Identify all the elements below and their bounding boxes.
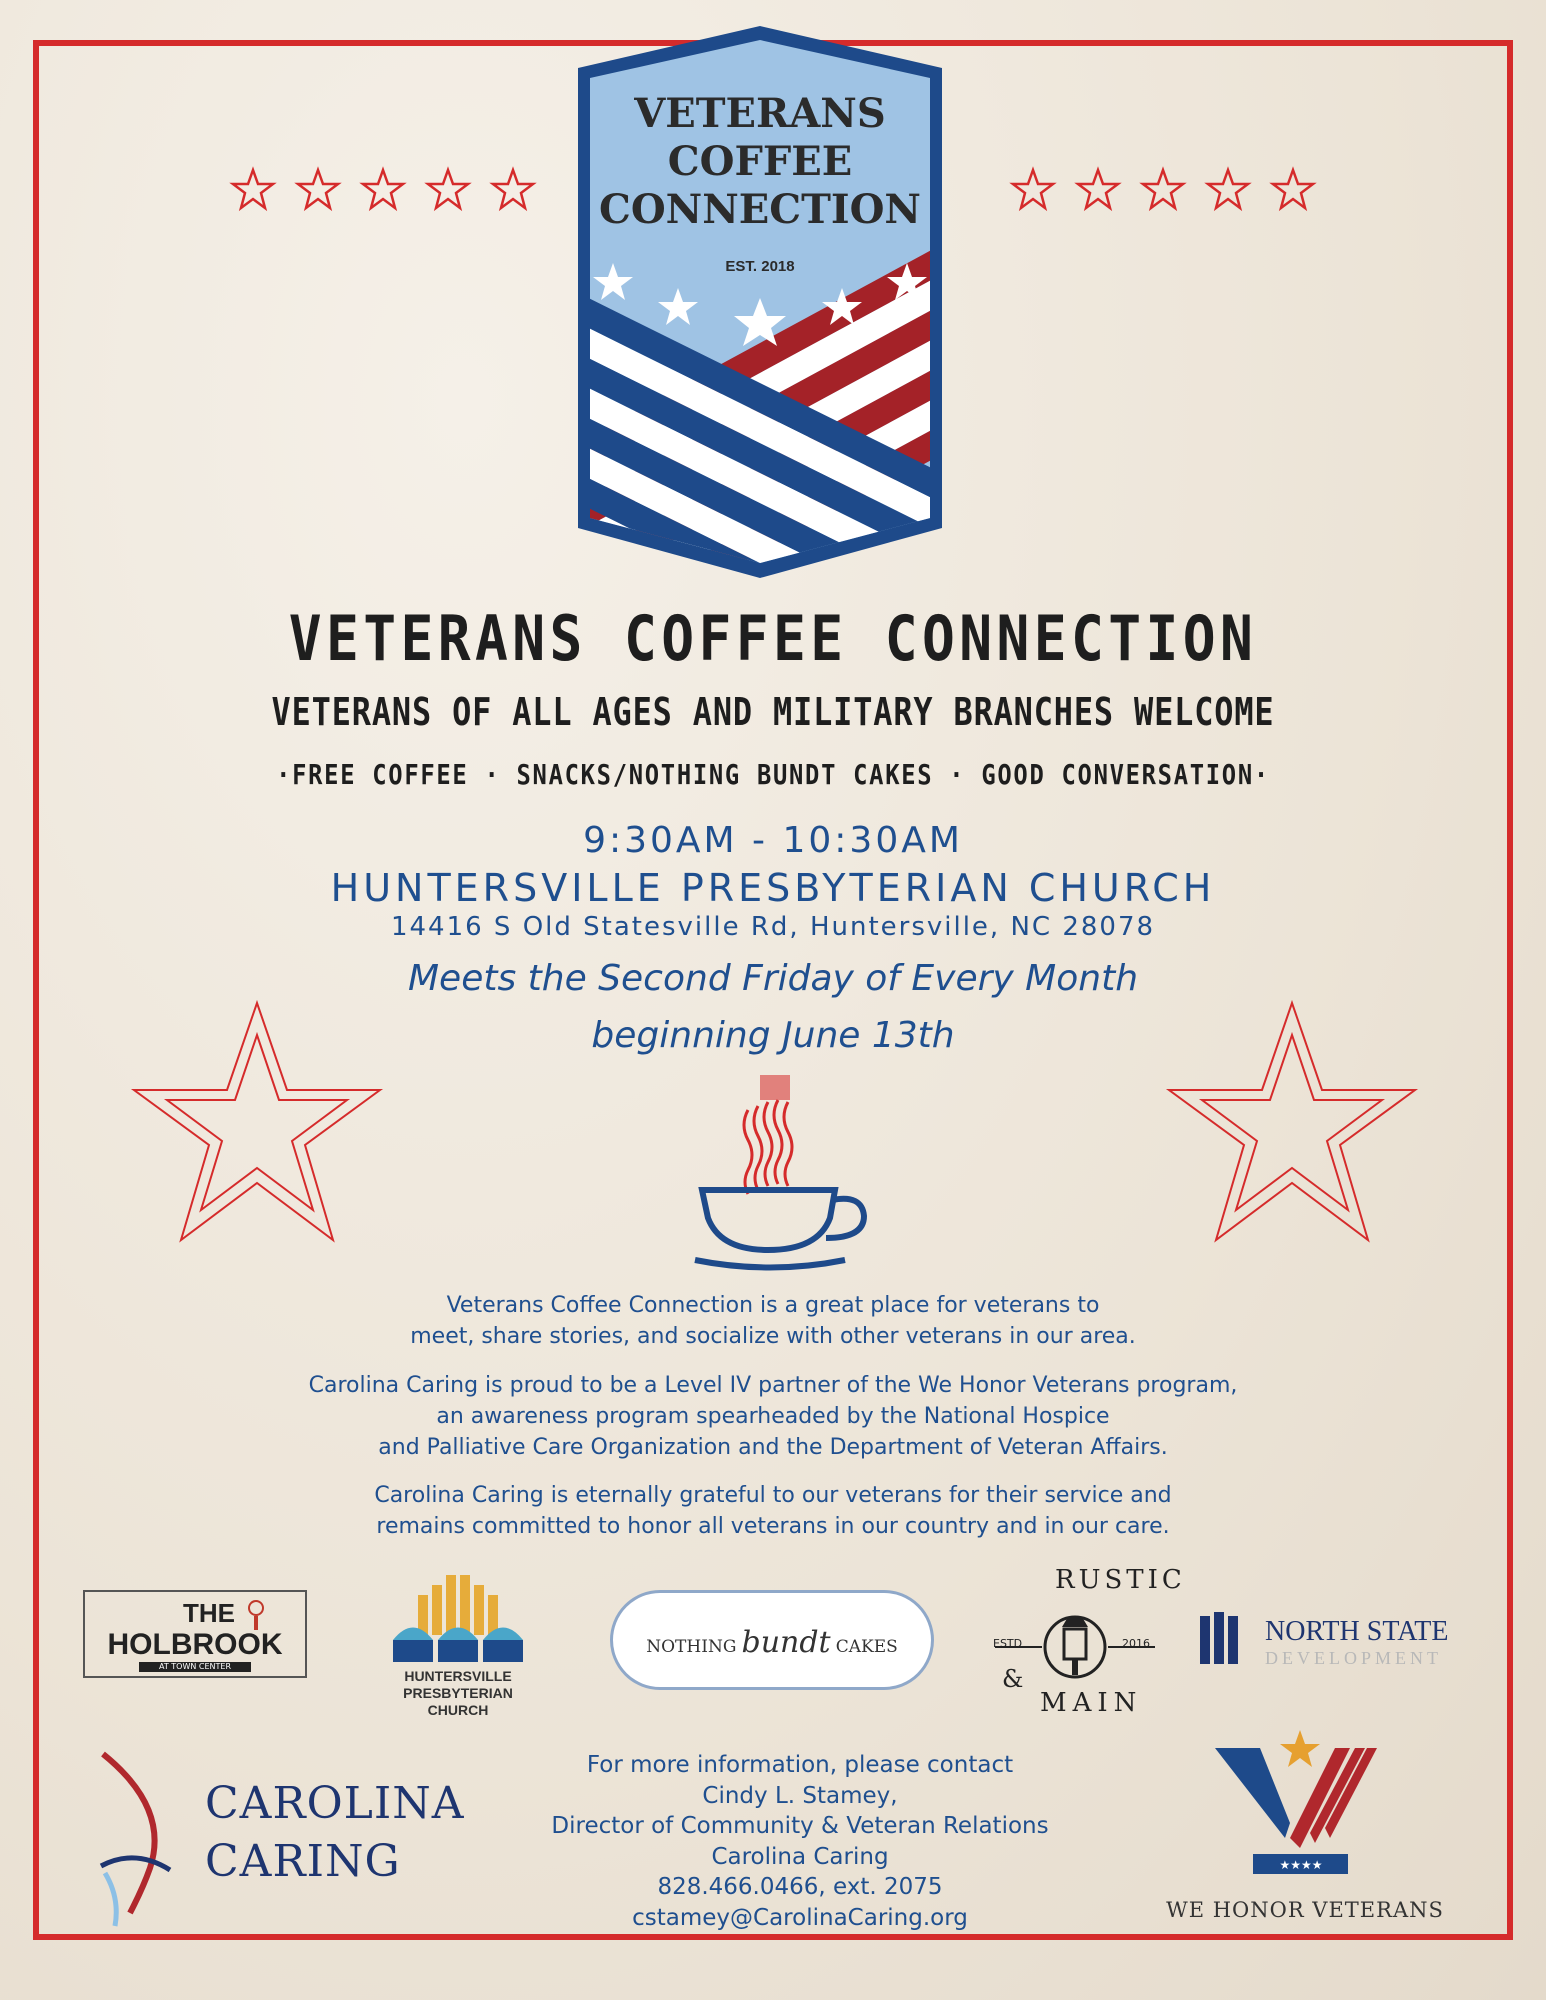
holbrook-logo	[83, 1590, 307, 1678]
star-icon	[298, 170, 338, 208]
bundt-nothing: NOTHING	[646, 1637, 737, 1657]
badge-line-3: CONNECTION	[598, 186, 921, 233]
star-icon	[233, 170, 273, 208]
star-row-right	[1005, 165, 1325, 215]
contact-name: Cindy L. Stamey,	[702, 1782, 898, 1809]
event-start: beginning June 13th	[591, 1015, 955, 1056]
star-icon	[1280, 1730, 1320, 1767]
rustic-estd: ESTD	[993, 1637, 1023, 1650]
star-icon	[428, 170, 468, 208]
carolina-caring-icon	[95, 1748, 195, 1933]
contact-org: Carolina Caring	[711, 1843, 889, 1870]
north-state-icon	[1200, 1612, 1248, 1668]
star-icon	[1078, 170, 1118, 208]
star-icon	[1208, 170, 1248, 208]
rustic-year: 2016	[1122, 1637, 1150, 1650]
contact-email[interactable]: cstamey@CarolinaCaring.org	[632, 1904, 968, 1931]
main-title: VETERANS COFFEE CONNECTION	[288, 602, 1258, 675]
church-logo-icon	[388, 1565, 528, 1665]
subtitle: VETERANS OF ALL AGES AND MILITARY BRANCHES WELCOME	[271, 690, 1275, 734]
holbrook-sub: AT TOWN CENTER	[139, 1662, 251, 1672]
bundt-word: bundt	[741, 1625, 831, 1660]
star-icon	[493, 170, 533, 208]
contact-phone: 828.466.0466, ext. 2075	[657, 1874, 943, 1900]
star-icon	[363, 170, 403, 208]
bundt-cakes-logo	[610, 1590, 934, 1690]
we-honor-veterans-text: WE HONOR VETERANS	[1166, 1898, 1444, 1922]
paragraph-2: Carolina Caring is proud to be a Level IV partner of the We Honor Veterans program, an awareness program spearheaded by the National Hospice and Palliative Care Organization and the Department of Veteran Affairs.	[308, 1373, 1238, 1460]
star-icon	[1013, 170, 1053, 208]
event-venue: HUNTERSVILLE PRESBYTERIAN CHURCH	[330, 866, 1216, 910]
big-star-icon-right	[1160, 995, 1425, 1255]
holbrook-name: HOLBROOK	[107, 1628, 283, 1661]
holbrook-the: THE	[183, 1598, 235, 1628]
event-schedule: Meets the Second Friday of Every Month	[407, 958, 1139, 999]
star-icon	[1143, 170, 1183, 208]
star-icon	[1273, 170, 1313, 208]
we-honor-veterans-icon	[1215, 1728, 1390, 1878]
contact-intro: For more information, please contact	[586, 1752, 1014, 1778]
contact-block	[470, 1750, 1130, 1933]
bundt-cakes: CAKES	[835, 1637, 898, 1657]
badge-line-2: COFFEE	[667, 138, 853, 185]
church-logo-text: HUNTERSVILLE PRESBYTERIAN CHURCH	[403, 1668, 513, 1718]
event-address: 14416 S Old Statesville Rd, Huntersville, NC 28078	[390, 912, 1156, 942]
features-line: ·FREE COFFEE · SNACKS/NOTHING BUNDT CAKES · GOOD CONVERSATION·	[276, 758, 1270, 791]
carolina-caring-line-2: CARING	[205, 1836, 401, 1887]
paragraph-1: Veterans Coffee Connection is a great place for veterans to meet, share stories, and socialize with other veterans in our area.	[410, 1293, 1136, 1349]
contact-title: Director of Community & Veteran Relations	[551, 1813, 1049, 1839]
badge-est: EST. 2018	[725, 258, 795, 275]
event-time: 9:30AM - 10:30AM	[583, 820, 963, 861]
north-state-name: NORTH STATE	[1265, 1616, 1449, 1647]
svg-text:★★★★: ★★★★	[1279, 1858, 1323, 1872]
big-star-icon-left	[125, 995, 390, 1255]
rustic-bottom: MAIN	[1040, 1688, 1143, 1718]
carolina-caring-line-1: CAROLINA	[205, 1778, 465, 1829]
rustic-amp: &	[1002, 1665, 1024, 1693]
lantern-icon	[245, 1596, 267, 1632]
badge-line-1: VETERANS	[634, 90, 886, 137]
rustic-top: RUSTIC	[1055, 1565, 1186, 1595]
paragraph-3: Carolina Caring is eternally grateful to our veterans for their service and remains committed to honor all veterans in our country and in our care.	[374, 1483, 1172, 1539]
north-state-sub: DEVELOPMENT	[1265, 1648, 1442, 1668]
coffee-cup-icon	[690, 1070, 875, 1280]
star-row-left	[225, 165, 545, 215]
